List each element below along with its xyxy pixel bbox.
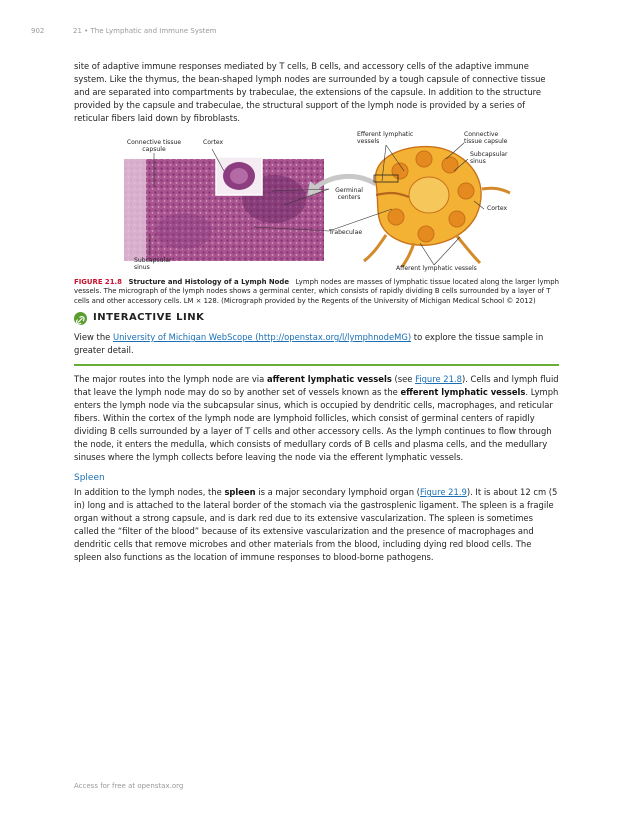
lymph-node-figure xyxy=(124,131,514,276)
term-afferent-lymphatic-vessels: afferent lymphatic vessels xyxy=(266,374,392,384)
page-number: 902 xyxy=(31,27,45,35)
label-subcapsular-sinus-left: Subcapsular sinus xyxy=(134,257,172,271)
label-efferent-vessels: Efferent lymphatic vessels xyxy=(357,131,414,145)
lymph-routes-paragraph xyxy=(74,373,559,464)
figure-caption-text: Lymph nodes are masses of lymphatic tissue located along the larger lymph vessels. The micrograph of the lymph nodes shows a germinal center, which consists of rapidly dividing B cells surrounded by a layer of T cells and other accessory cells. LM × 128. (Micrograph provided by the Regents of the University of Michigan Medical School © 2012) xyxy=(74,278,560,305)
label-cortex-right: Cortex xyxy=(487,205,508,212)
interactive-link-divider xyxy=(74,364,559,366)
interactive-text-after: to explore the tissue sample in greater detail. xyxy=(74,332,544,355)
label-germinal-centers: Germinal centers xyxy=(335,187,363,201)
spleen-heading: Spleen xyxy=(74,473,105,483)
text-run: is a major secondary lymphoid organ ( xyxy=(255,487,420,497)
term-spleen: spleen xyxy=(224,487,256,497)
figure-21-8-link[interactable]: Figure 21.8 xyxy=(415,374,462,384)
label-subcapsular-sinus-right: Subcapsular sinus xyxy=(470,151,508,165)
term-efferent-lymphatic-vessels: efferent lymphatic vessels xyxy=(400,387,526,397)
chapter-title: 21 • The Lymphatic and Immune System xyxy=(73,27,217,35)
text-run: In addition to the lymph nodes, the xyxy=(74,487,225,497)
label-cortex-left: Cortex xyxy=(203,139,224,146)
figure-21-9-link[interactable]: Figure 21.9 xyxy=(419,487,467,497)
interactive-link-text xyxy=(74,331,559,357)
label-trabeculae: Trabeculae xyxy=(329,229,363,236)
text-run: . Lymph enters the lymph node via the subcapsular sinus, which is occupied by dendritic cells, macrophages, and reticular fibers. Within the cortex of the lymph node are lymphoid follicles, which consist of germinal centers of rapidly dividing B cells surrounded by a layer of T cells and other accessory cells. As the lymph continues to flow through the node, it enters the medulla, which consists of medullary cords of B cells and plasma cells, and the medullary sinuses where the lymph collects before leaving the node via the efferent lymphatic vessels. xyxy=(74,387,559,462)
text-run: ). It is about 12 cm (5 in) long and is attached to the lateral border of the stomach via the gastrosplenic ligament. The spleen is a fragile organ without a strong capsule, and is dark red due to its extensive vascularization. The spleen is sometimes called the “filter of the blood” because of its extensive vascularization and the presence of macrophages and dendritic cells that remove microbes and other materials from the blood, including dying red blood cells. The spleen also functions as the location of immune responses to blood-borne pathogens. xyxy=(74,487,558,562)
label-connective-tissue-capsule-right: Connective tissue capsule xyxy=(464,131,508,145)
text-run: (see xyxy=(391,374,416,384)
text-run: The major routes into the lymph node are via xyxy=(74,374,267,384)
text-run: ). Cells and lymph fluid that leave the lymph node may do so by another set of vessels known as the xyxy=(74,374,559,397)
figure-number: FIGURE 21.8 xyxy=(74,278,122,286)
intro-paragraph: site of adaptive immune responses mediated by T cells, B cells, and accessory cells of the adaptive immune system. Like the thymus, the bean-shaped lymph nodes are surrounded by a tough capsule of connective tissue and are separated into compartments by trabeculae, the extensions of the capsule. In addition to the structure provided by the capsule and trabeculae, the structural support of the lymph node is provided by a series of reticular fibers laid down by fibroblasts. xyxy=(74,61,546,123)
interactive-link-title: INTERACTIVE LINK xyxy=(93,312,205,323)
label-connective-tissue-capsule-left: Connective tissue capsule xyxy=(126,139,182,153)
interactive-text-before: View the xyxy=(74,332,113,342)
webscope-link[interactable]: University of Michigan WebScope (http://openstax.org/l/lymphnodeMG) xyxy=(112,332,412,342)
page-header xyxy=(31,27,217,35)
figure-title: Structure and Histology of a Lymph Node xyxy=(128,278,290,286)
link-icon xyxy=(74,312,87,325)
figure-caption xyxy=(74,278,559,306)
page-footer: Access for free at openstax.org xyxy=(74,782,184,790)
spleen-paragraph xyxy=(74,486,559,564)
label-afferent-vessels: Afferent lymphatic vessels xyxy=(396,265,477,272)
